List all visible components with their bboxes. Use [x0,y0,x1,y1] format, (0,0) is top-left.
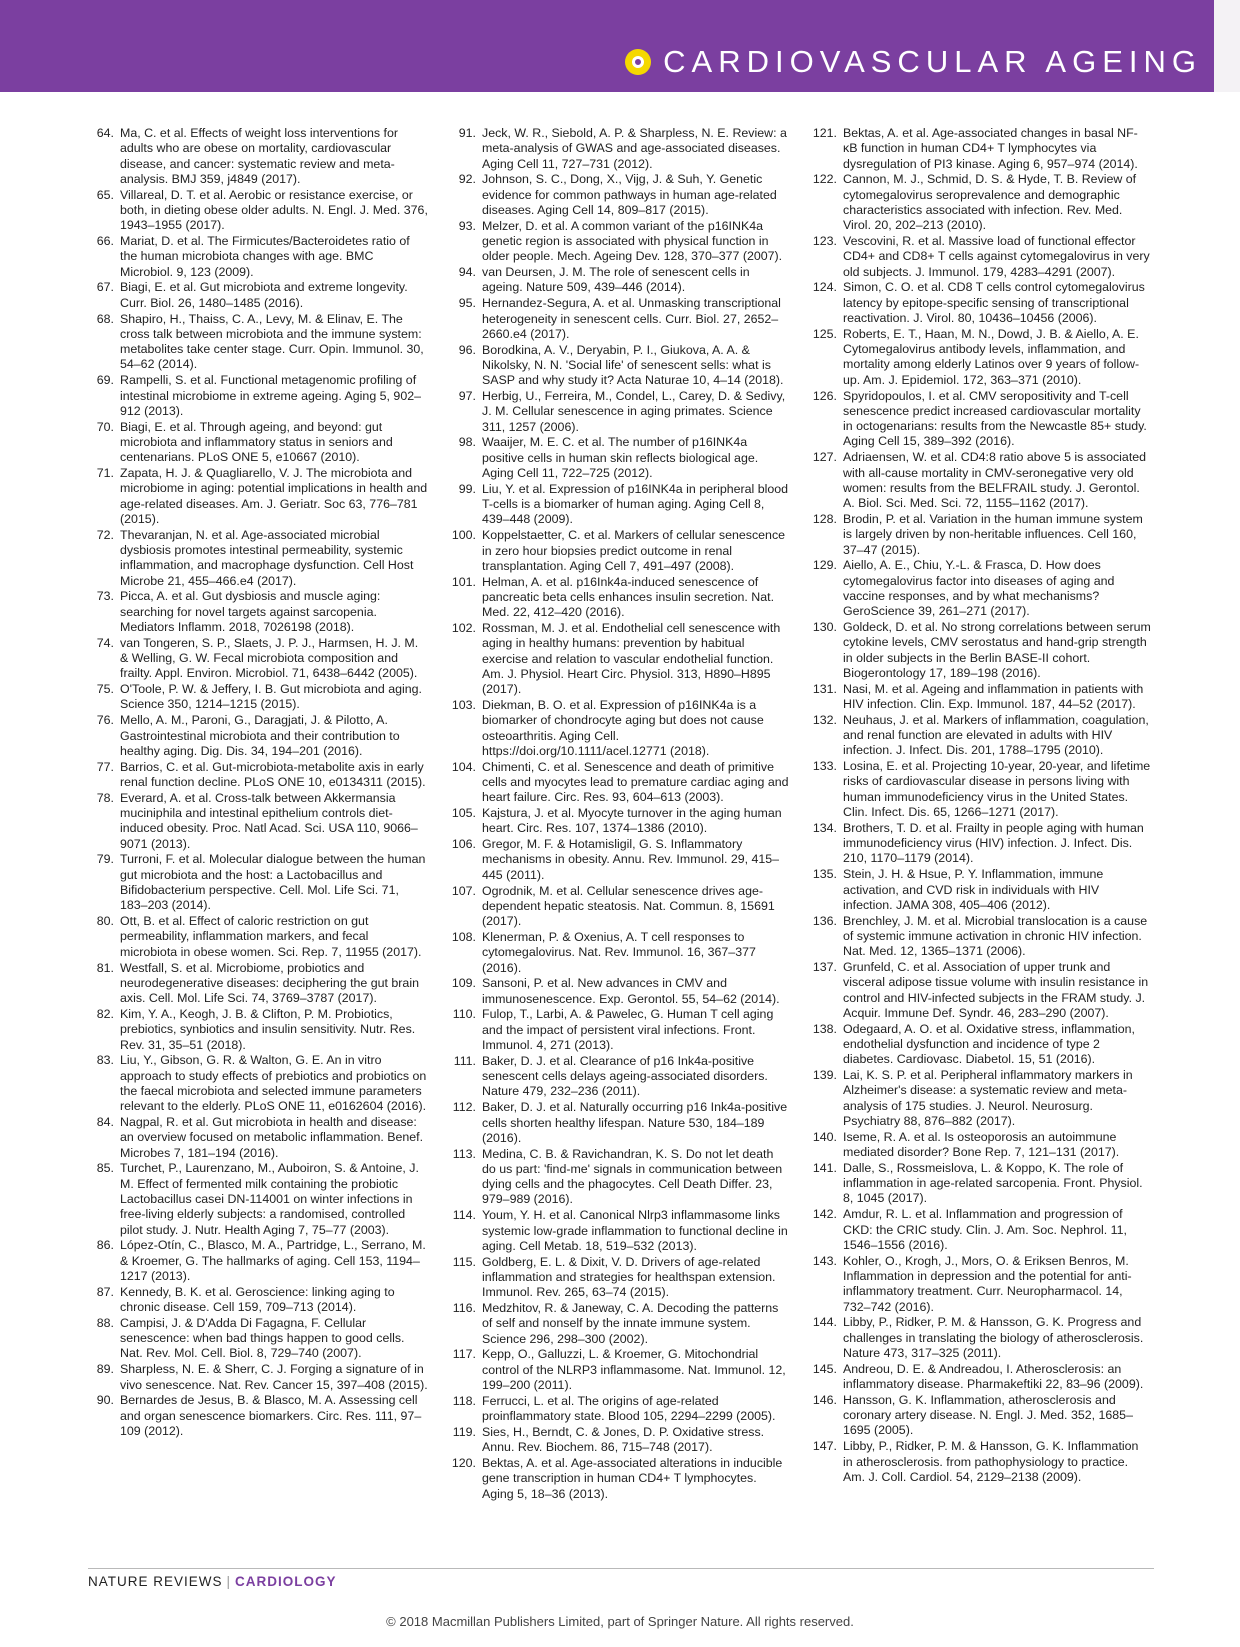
reference-number: 89. [96,1362,114,1377]
reference-text: Iseme, R. A. et al. Is osteoporosis an autoimmune mediated disorder? Bone Rep. 7, 121–131 (2017). [843,1129,1120,1160]
reference-number: 118. [452,1393,476,1408]
reference-item [88,1362,428,1393]
reference-number: 130. [812,620,837,634]
reference-text: Johnson, S. C., Dong, X., Vijg, J. & Suh, Y. Genetic evidence for common pathways in human age-related diseases. Aging Cell 14, 809–817 (2015). [482,172,777,217]
reference-list [88,126,1154,1546]
reference-number: 114. [452,1208,476,1223]
reference-number: 83. [96,1053,114,1068]
reference-text: Sharpless, N. E. & Sherr, C. J. Forging a signature of in vivo senescence. Nat. Rev. Cancer 15, 397–408 (2015). [120,1362,428,1392]
reference-number: 84. [96,1115,114,1129]
reference-item [88,420,428,466]
reference-item [450,126,790,172]
reference-text: Neuhaus, J. et al. Markers of inflammation, coagulation, and renal function are elevated in adults with HIV infection. J. Infect. Dis. 201, 1788–1795 (2010). [843,712,1149,758]
reference-item [811,1130,1151,1161]
reference-text: Hernandez-Segura, A. et al. Unmasking transcriptional heterogeneity in senescent cells. Curr. Biol. 27, 2652–2660.e4 (2017). [482,296,781,341]
footer-divider [88,1568,1154,1569]
reference-number: 94. [458,265,476,280]
reference-text: Rossman, M. J. et al. Endothelial cell senescence with aging in healthy humans: prevention by habitual exercise and relation to vascular endothelial function. Am. J. Physiol. Heart Circ. Physiol. 313, H890–H895 (2017). [482,621,781,697]
reference-item [811,126,1151,172]
reference-item [811,1022,1151,1068]
reference-text: Bernardes de Jesus, B. & Blasco, M. A. Assessing cell and organ senescence biomarkers. Circ. Res. 111, 97–109 (2012). [120,1393,422,1438]
reference-number: 79. [96,852,114,867]
reference-text: Picca, A. et al. Gut dysbiosis and muscle aging: searching for novel targets against sarcopenia. Mediators Inflamm. 2018, 7026198 (2018). [120,589,381,634]
reference-number: 103. [451,697,476,712]
reference-number: 102. [451,621,476,635]
reference-item [450,172,790,218]
reference-item [450,1255,790,1301]
reference-item [88,280,428,311]
reference-text: Bektas, A. et al. Age-associated changes in basal NF-κB function in human CD4+ T lymphocytes via dysregulation of PI3 kinase. Aging 6, 957–974 (2014). [843,126,1138,171]
reference-item [88,126,428,187]
reference-text: Liu, Y., Gibson, G. R. & Walton, G. E. An in vitro approach to study effects of prebiotics and probiotics on the faecal microbiota and selected immune parameters relevant to the elderly. PLoS ONE 11, e0162604 (2016). [120,1053,427,1114]
reference-text: Melzer, D. et al. A common variant of the p16INK4a genetic region is associated with physical function in older people. Mech. Ageing Dev. 128, 370–377 (2007). [482,218,783,264]
reference-item [88,1115,428,1161]
reference-item [811,558,1151,619]
reference-number: 126. [812,388,837,403]
reference-text: Mariat, D. et al. The Firmicutes/Bacteroidetes ratio of the human microbiota changes with age. BMC Microbiol. 9, 123 (2009). [120,234,410,279]
reference-item [88,791,428,852]
reference-text: Sies, H., Berndt, C. & Jones, D. P. Oxidative stress. Annu. Rev. Biochem. 86, 715–748 (2017). [482,1424,765,1455]
reference-text: Biagi, E. et al. Gut microbiota and extreme longevity. Curr. Biol. 26, 1480–1485 (2016). [120,280,408,310]
reference-text: Baker, D. J. et al. Clearance of p16 Ink4a-positive senescent cells delays ageing-associated disorders. Nature 479, 232–236 (2011). [482,1053,768,1099]
reference-number: 139. [812,1068,837,1083]
reference-item [811,759,1151,820]
reference-item [88,760,428,791]
reference-text: Goldberg, E. L. & Dixit, V. D. Drivers of age-related inflammation and strategies for healthspan extension. Immunol. Rev. 265, 63–74 (2015). [482,1254,776,1300]
reference-item [450,435,790,481]
reference-text: Goldeck, D. et al. No strong correlations between serum cytokine levels, CMV serostatus and hand-grip strength in older subjects in the Berlin BASE-II cohort. Biogerontology 17, 189–198 (2016). [843,620,1151,680]
reference-item [811,327,1151,388]
reference-item [88,636,428,682]
reference-text: Westfall, S. et al. Microbiome, probiotics and neurodegenerative diseases: deciphering the gut brain axis. Cell. Mol. Life Sci. 74, 3769–3787 (2017). [120,960,419,1006]
reference-text: Turroni, F. et al. Molecular dialogue between the human gut microbiota and the host: a Lactobacillus and Bifidobacterium perspective. Cell. Mol. Life Sci. 71, 183–203 (2014). [120,852,426,913]
reference-item [88,528,428,589]
reference-number: 92. [458,172,476,187]
reference-number: 144. [812,1315,837,1330]
reference-text: Medina, C. B. & Ravichandran, K. S. Do not let death do us part: 'find-me' signals in communication between dying cells and the phagocytes. Cell Death Differ. 23, 979–989 (2016). [482,1146,783,1207]
reference-number: 105. [451,806,476,821]
reference-number: 129. [812,558,837,573]
reference-item [450,389,790,435]
reference-text: Villareal, D. T. et al. Aerobic or resistance exercise, or both, in dieting obese older adults. N. Engl. J. Med. 376, 1943–1955 (2017). [120,187,428,233]
reference-number: 133. [812,759,837,774]
reference-text: Cannon, M. J., Schmid, D. S. & Hyde, T. B. Review of cytomegalovirus seroprevalence and demographic characteristics associated with infection. Rev. Med. Virol. 20, 202–213 (2010). [843,172,1137,233]
reference-item [450,1394,790,1425]
reference-item [811,682,1151,713]
reference-item [450,1347,790,1393]
reference-number: 85. [96,1161,114,1176]
reference-item [811,1161,1151,1207]
reference-item [88,589,428,635]
reference-text: Waaijer, M. E. C. et al. The number of p16INK4a positive cells in human skin reflects biological age. Aging Cell 11, 722–725 (2012). [482,435,759,481]
reference-number: 90. [96,1393,114,1408]
reference-item [88,1007,428,1053]
reference-text: Campisi, J. & D'Adda Di Fagagna, F. Cellular senescence: when bad things happen to good cells. Nat. Rev. Mol. Cell. Biol. 8, 729–740 (2007). [120,1315,405,1361]
reference-item [450,1208,790,1254]
reference-item [450,806,790,837]
reference-number: 82. [96,1006,114,1021]
reference-item [450,698,790,759]
reference-number: 142. [812,1207,837,1222]
reference-number: 100. [451,528,476,543]
reference-number: 135. [812,867,837,882]
reference-item [811,234,1151,280]
reference-item [88,682,428,713]
reference-text: Klenerman, P. & Oxenius, A. T cell responses to cytomegalovirus. Nat. Rev. Immunol. 16, 367–377 (2016). [482,929,756,975]
reference-number: 106. [451,837,476,852]
reference-text: Hansson, G. K. Inflammation, atherosclerosis and coronary artery disease. N. Engl. J. Med. 352, 1685–1695 (2005). [843,1392,1133,1438]
reference-number: 137. [812,960,837,975]
reference-text: Amdur, R. L. et al. Inflammation and progression of CKD: the CRIC study. Clin. J. Am. Soc. Nephrol. 11, 1546–1556 (2016). [843,1207,1127,1252]
reference-number: 108. [451,929,476,944]
reference-text: Everard, A. et al. Cross-talk between Akkermansia muciniphila and intestinal epithelium controls diet-induced obesity. Proc. Natl Acad. Sci. USA 110, 9066–9071 (2013). [120,790,418,851]
reference-number: 120. [451,1456,476,1471]
reference-text: Brothers, T. D. et al. Frailty in people aging with human immunodeficiency virus (HIV) infection. J. Infect. Dis. 210, 1170–1179 (2014). [843,820,1144,866]
reference-text: Libby, P., Ridker, P. M. & Hansson, G. K. Inflammation in atherosclerosis. from pathophysiology to practice. Am. J. Coll. Cardiol. 54, 2129–2138 (2009). [843,1439,1139,1484]
reference-item [450,1301,790,1347]
reference-text: Mello, A. M., Paroni, G., Daragjati, J. & Pilotto, A. Gastrointestinal microbiota and their contribution to healthy aging. Dig. Dis. 34, 194–201 (2016). [120,713,400,758]
footer-separator: | [226,1574,232,1589]
reference-item [811,172,1151,233]
reference-column-1 [88,126,428,1440]
reference-text: Aiello, A. E., Chiu, Y.-L. & Frasca, D. How does cytomegalovirus factor into diseases of aging and vaccine responses, and by what mechanisms? GeroScience 39, 261–271 (2017). [843,558,1115,619]
reference-number: 99. [458,481,476,496]
reference-number: 140. [812,1129,837,1144]
reference-number: 136. [812,913,837,928]
reference-item [811,1362,1151,1393]
reference-text: Andreou, D. E. & Andreadou, I. Atherosclerosis: an inflammatory disease. Pharmakeftiki 22, 83–96 (2009). [843,1361,1144,1392]
reference-number: 128. [812,511,837,526]
reference-number: 110. [452,1007,476,1022]
reference-item [450,1147,790,1208]
reference-text: Kim, Y. A., Keogh, J. B. & Clifton, P. M. Probiotics, prebiotics, synbiotics and insulin sensitivity. Nutr. Res. Rev. 31, 35–51 (2018). [120,1006,416,1052]
reference-text: Ma, C. et al. Effects of weight loss interventions for adults who are obese on mortality, cardiovascular disease, and cancer: systematic review and meta-analysis. BMJ 359, j4849 (2017). [120,126,398,186]
reference-item [88,914,428,960]
reference-text: Kohler, O., Krogh, J., Mors, O. & Eriksen Benros, M. Inflammation in depression and the potential for anti-inflammatory treatment. Curr. Neuropharmacol. 14, 732–742 (2016). [843,1253,1132,1314]
reference-item [811,1254,1151,1315]
reference-item [811,1439,1151,1485]
reference-item [450,621,790,697]
reference-item [450,930,790,976]
reference-text: Herbig, U., Ferreira, M., Condel, L., Carey, D. & Sedivy, J. M. Cellular senescence in aging primates. Science 311, 1257 (2006). [482,389,786,434]
reference-item [450,1007,790,1053]
target-ring-icon [625,49,651,75]
reference-text: Kajstura, J. et al. Myocyte turnover in the aging human heart. Circ. Res. 107, 1374–1386 (2010). [482,806,782,836]
reference-item [811,867,1151,913]
reference-text: Youm, Y. H. et al. Canonical Nlrp3 inflammasome links systemic low-grade inflammation to functional decline in aging. Cell Metab. 18, 519–532 (2013). [482,1208,788,1253]
reference-item [450,1100,790,1146]
reference-text: Kepp, O., Galluzzi, L. & Kroemer, G. Mitochondrial control of the NLRP3 inflammasome. Nat. Immunol. 12, 199–200 (2011). [482,1347,786,1393]
reference-text: Fulop, T., Larbi, A. & Pawelec, G. Human T cell aging and the impact of persistent viral infections. Front. Immunol. 4, 271 (2013). [482,1007,774,1053]
reference-item [450,976,790,1007]
reference-number: 88. [96,1315,114,1330]
reference-number: 73. [96,589,114,604]
reference-item [88,1285,428,1316]
section-header [625,44,1202,80]
reference-text: van Deursen, J. M. The role of senescent cells in ageing. Nature 509, 439–446 (2014). [482,265,750,295]
reference-item [811,280,1151,326]
reference-text: Dalle, S., Rossmeislova, L. & Koppo, K. The role of inflammation in age-related sarcopenia. Front. Physiol. 8, 1045 (2017). [843,1160,1143,1206]
reference-item [811,450,1151,511]
reference-column-2 [450,126,790,1502]
reference-item [450,884,790,930]
reference-text: Liu, Y. et al. Expression of p16INK4a in peripheral blood T-cells is a biomarker of human aging. Aging Cell 8, 439–448 (2009). [482,481,789,527]
reference-text: Rampelli, S. et al. Functional metagenomic profiling of intestinal microbiome in extreme ageing. Aging 5, 902–912 (2013). [120,373,421,418]
reference-item [450,1054,790,1100]
reference-number: 147. [812,1439,837,1454]
reference-text: Helman, A. et al. p16Ink4a-induced senescence of pancreatic beta cells enhances insulin secretion. Nat. Med. 22, 412–420 (2016). [482,574,775,620]
reference-text: Barrios, C. et al. Gut-microbiota-metabolite axis in early renal function decline. PLoS ONE 10, e0134311 (2015). [120,759,426,789]
reference-number: 107. [451,883,476,898]
reference-item [88,1053,428,1114]
reference-item [811,512,1151,558]
reference-item [88,373,428,419]
reference-text: Jeck, W. R., Siebold, A. P. & Sharpless, N. E. Review: a meta-analysis of GWAS and age-associated diseases. Aging Cell 11, 727–731 (2012). [482,126,787,171]
reference-text: Thevaranjan, N. et al. Age-associated microbial dysbiosis promotes intestinal permeability, systemic inflammation, and macrophage dysfunction. Cell Host Microbe 21, 455–466.e4 (2017). [120,527,414,588]
reference-text: Medzhitov, R. & Janeway, C. A. Decoding the patterns of self and nonself by the innate immune system. Science 296, 298–300 (2002). [482,1301,779,1346]
section-title: CARDIOVASCULAR AGEING [663,44,1202,79]
reference-item [88,852,428,913]
reference-number: 125. [812,326,837,341]
reference-item [88,1393,428,1439]
reference-item [811,821,1151,867]
reference-number: 115. [452,1254,476,1269]
reference-text: Gregor, M. F. & Hotamisligil, G. S. Inflammatory mechanisms in obesity. Annu. Rev. Immunol. 29, 415–445 (2011). [482,837,780,882]
reference-text: Brenchley, J. M. et al. Microbial translocation is a cause of systemic immune activation in chronic HIV infection. Nat. Med. 12, 1365–1371 (2006). [843,913,1148,959]
copyright-notice: © 2018 Macmillan Publishers Limited, part of Springer Nature. All rights reserved. [386,1614,854,1629]
reference-text: Lai, K. S. P. et al. Peripheral inflammatory markers in Alzheimer's disease: a systematic review and meta-analysis of 175 studies. J. Neurol. Neurosurg. Psychiatry 88, 876–882 (2017). [843,1068,1133,1128]
reference-text: Diekman, B. O. et al. Expression of p16INK4a is a biomarker of chondrocyte aging but does not cause osteoarthritis. Aging Cell. https://doi.org/10.1111/acel.12771 (2018). [482,697,764,758]
reference-item [450,1425,790,1456]
reference-item [88,466,428,527]
reference-text: Kennedy, B. K. et al. Geroscience: linking aging to chronic disease. Cell 159, 709–713 (2014). [120,1284,395,1315]
reference-number: 122. [812,172,837,187]
reference-number: 127. [812,450,837,465]
reference-text: Turchet, P., Laurenzano, M., Auboiron, S. & Antoine, J. M. Effect of fermented milk containing the probiotic Lactobacillus casei DN-114001 on winter infections in free-living elderly subjects: a randomised, controlled pilot study. J. Nutr. Health Aging 7, 75–77 (2003). [120,1161,419,1237]
reference-number: 66. [96,234,114,249]
reference-number: 64. [96,126,114,140]
reference-number: 111. [453,1053,476,1068]
reference-item [88,312,428,373]
reference-item [811,389,1151,450]
reference-item [450,1456,790,1502]
reference-text: Brodin, P. et al. Variation in the human immune system is largely driven by non-heritable influences. Cell 160, 37–47 (2015). [843,511,1143,557]
reference-text: Ott, B. et al. Effect of caloric restriction on gut permeability, inflammation markers, and fecal microbiota in obese women. Sci. Rep. 7, 11955 (2017). [120,914,422,959]
reference-number: 96. [458,342,476,357]
reference-text: O'Toole, P. W. & Jeffery, I. B. Gut microbiota and aging. Science 350, 1214–1215 (2015). [120,682,422,712]
reference-item [811,1315,1151,1361]
reference-number: 95. [458,296,476,311]
footer-journal-name [88,1574,337,1589]
reference-number: 104. [451,759,476,774]
reference-text: Spyridopoulos, I. et al. CMV seropositivity and T-cell senescence predict increased cardiovascular mortality in octogenarians: results from the Newcastle 85+ study. Aging Cell 15, 389–392 (2016). [843,388,1147,449]
reference-number: 93. [458,218,476,233]
reference-item [811,1068,1151,1129]
reference-item [450,219,790,265]
reference-text: López-Otín, C., Blasco, M. A., Partridge, L., Serrano, M. & Kroemer, G. The hallmarks of aging. Cell 153, 1194–1217 (2013). [120,1238,426,1283]
reference-number: 145. [812,1361,837,1376]
reference-text: Stein, J. H. & Hsue, P. Y. Inflammation, immune activation, and CVD risk in individuals with HIV infection. JAMA 308, 405–406 (2012). [843,867,1104,912]
reference-number: 116. [452,1301,476,1316]
reference-text: Bektas, A. et al. Age-associated alterations in inducible gene transcription in human CD4+ T lymphocytes. Aging 5, 18–36 (2013). [482,1456,783,1501]
reference-text: Ogrodnik, M. et al. Cellular senescence drives age-dependent hepatic steatosis. Nat. Commun. 8, 15691 (2017). [482,883,775,929]
reference-text: Simon, C. O. et al. CD8 T cells control cytomegalovirus latency by epitope-specific sensing of transcriptional reactivation. J. Virol. 80, 10436–10456 (2006). [843,280,1145,326]
reference-number: 123. [812,234,837,249]
reference-number: 132. [812,712,837,727]
reference-text: Chimenti, C. et al. Senescence and death of primitive cells and myocytes lead to premature cardiac aging and heart failure. Circ. Res. 93, 604–613 (2003). [482,759,789,805]
reference-number: 77. [96,759,114,774]
reference-text: Roberts, E. T., Haan, M. N., Dowd, J. B. & Aiello, A. E. Cytomegalovirus antibody levels, inflammation, and mortality among elderly Latinos over 9 years of follow-up. Am. J. Epidemiol. 172, 363–371 (2010). [843,326,1140,387]
footer-journal: NATURE REVIEWS [88,1574,223,1589]
reference-number: 146. [812,1392,837,1407]
footer-section: CARDIOLOGY [235,1574,337,1589]
reference-column-3 [811,126,1151,1486]
reference-text: Adriaensen, W. et al. CD4:8 ratio above 5 is associated with all-cause mortality in CMV-seronegative very old women: results from the BELFRAIL study. J. Gerontol. A. Biol. Sci. Med. Sci. 72, 1155–1162 (2017). [843,450,1147,511]
reference-number: 78. [96,790,114,805]
reference-text: Biagi, E. et al. Through ageing, and beyond: gut microbiota and inflammatory status in seniors and centenarians. PLoS ONE 5, e10667 (2010). [120,419,393,465]
reference-number: 101. [451,574,476,589]
reference-item [811,713,1151,759]
reference-number: 80. [96,914,114,929]
reference-item [811,914,1151,960]
reference-item [450,296,790,342]
reference-number: 74. [96,635,114,650]
reference-item [450,482,790,528]
reference-item [811,1207,1151,1253]
reference-text: Odegaard, A. O. et al. Oxidative stress, inflammation, endothelial dysfunction and incidence of type 2 diabetes. Cardiovasc. Diabetol. 15, 51 (2016). [843,1021,1135,1067]
reference-item [450,528,790,574]
reference-text: Nasi, M. et al. Ageing and inflammation in patients with HIV infection. Clin. Exp. Immunol. 187, 44–52 (2017). [843,681,1144,711]
reference-text: Shapiro, H., Thaiss, C. A., Levy, M. & Elinav, E. The cross talk between microbiota and the immune system: metabolites take center stage. Curr. Opin. Immunol. 30, 54–62 (2014). [120,311,424,372]
reference-number: 67. [96,280,114,295]
reference-number: 143. [812,1253,837,1268]
reference-number: 141. [812,1160,837,1175]
reference-number: 76. [96,713,114,728]
reference-number: 81. [96,960,114,975]
reference-item [450,575,790,621]
reference-item [88,713,428,759]
reference-text: Losina, E. et al. Projecting 10-year, 20-year, and lifetime risks of cardiovascular disease in persons living with human immunodeficiency virus in the United States. Clin. Infect. Dis. 65, 1266–1271 (2017). [843,759,1151,820]
reference-number: 86. [96,1238,114,1253]
reference-text: Baker, D. J. et al. Naturally occurring p16 Ink4a-positive cells shorten healthy lifespan. Nature 530, 184–189 (2016). [482,1100,788,1145]
reference-number: 69. [96,373,114,388]
reference-item [88,1238,428,1284]
reference-number: 117. [452,1347,476,1362]
reference-text: Nagpal, R. et al. Gut microbiota in health and disease: an overview focused on metabolic inflammation. Benef. Microbes 7, 181–194 (2016). [120,1115,424,1160]
reference-number: 71. [96,466,114,481]
reference-item [88,1316,428,1362]
reference-text: van Tongeren, S. P., Slaets, J. P. J., Harmsen, H. J. M. & Welling, G. W. Fecal microbiota composition and frailty. Appl. Environ. Microbiol. 71, 6438–6442 (2005). [120,635,419,681]
reference-item [450,837,790,883]
reference-item [811,620,1151,681]
reference-text: Koppelstaetter, C. et al. Markers of cellular senescence in zero hour biopsies predict outcome in renal transplantation. Aging Cell 7, 491–497 (2008). [482,528,786,573]
reference-number: 75. [96,682,114,697]
reference-number: 121. [812,126,837,140]
reference-item [88,961,428,1007]
reference-text: Libby, P., Ridker, P. M. & Hansson, G. K. Progress and challenges in translating the biology of atherosclerosis. Nature 473, 317–325 (2011). [843,1315,1144,1360]
reference-number: 119. [452,1424,476,1439]
reference-item [450,343,790,389]
reference-text: Grunfeld, C. et al. Association of upper trunk and visceral adipose tissue volume with insulin resistance in control and HIV-infected subjects in the FRAM study. J. Acquir. Immune Def. Syndr. 46, 283–290 (2007). [843,960,1149,1020]
reference-text: Vescovini, R. et al. Massive load of functional effector CD4+ and CD8+ T cells against cytomegalovirus in very old subjects. J. Immunol. 179, 4283–4291 (2007). [843,234,1150,279]
reference-text: Zapata, H. J. & Quagliarello, V. J. The microbiota and microbiome in aging: potential implications in health and age-related diseases. Am. J. Geriatr. Soc 63, 776–781 (2015). [120,466,428,526]
reference-number: 65. [96,187,114,202]
reference-number: 91. [458,126,476,140]
reference-item [450,265,790,296]
reference-number: 98. [458,435,476,450]
reference-item [88,1161,428,1237]
reference-number: 72. [96,527,114,542]
reference-number: 124. [812,280,837,295]
reference-text: Borodkina, A. V., Deryabin, P. I., Giukova, A. A. & Nikolsky, N. N. 'Social life' of senescent sells: what is SASP and why study it? Acta Naturae 10, 4–14 (2018). [482,342,784,388]
reference-number: 87. [96,1284,114,1299]
reference-number: 70. [96,419,114,434]
reference-number: 134. [812,820,837,835]
reference-number: 68. [96,311,114,326]
reference-number: 113. [452,1146,476,1161]
reference-number: 109. [451,976,476,991]
reference-item [88,234,428,280]
reference-item [811,960,1151,1021]
reference-text: Sansoni, P. et al. New advances in CMV and immunosenescence. Exp. Gerontol. 55, 54–62 (2014). [482,976,780,1006]
reference-item [450,760,790,806]
reference-item [88,188,428,234]
reference-number: 112. [452,1100,476,1115]
reference-number: 138. [812,1021,837,1036]
reference-item [811,1393,1151,1439]
reference-text: Ferrucci, L. et al. The origins of age-related proinflammatory state. Blood 105, 2294–2299 (2005). [482,1393,776,1424]
reference-number: 131. [812,681,837,696]
reference-number: 97. [458,389,476,404]
